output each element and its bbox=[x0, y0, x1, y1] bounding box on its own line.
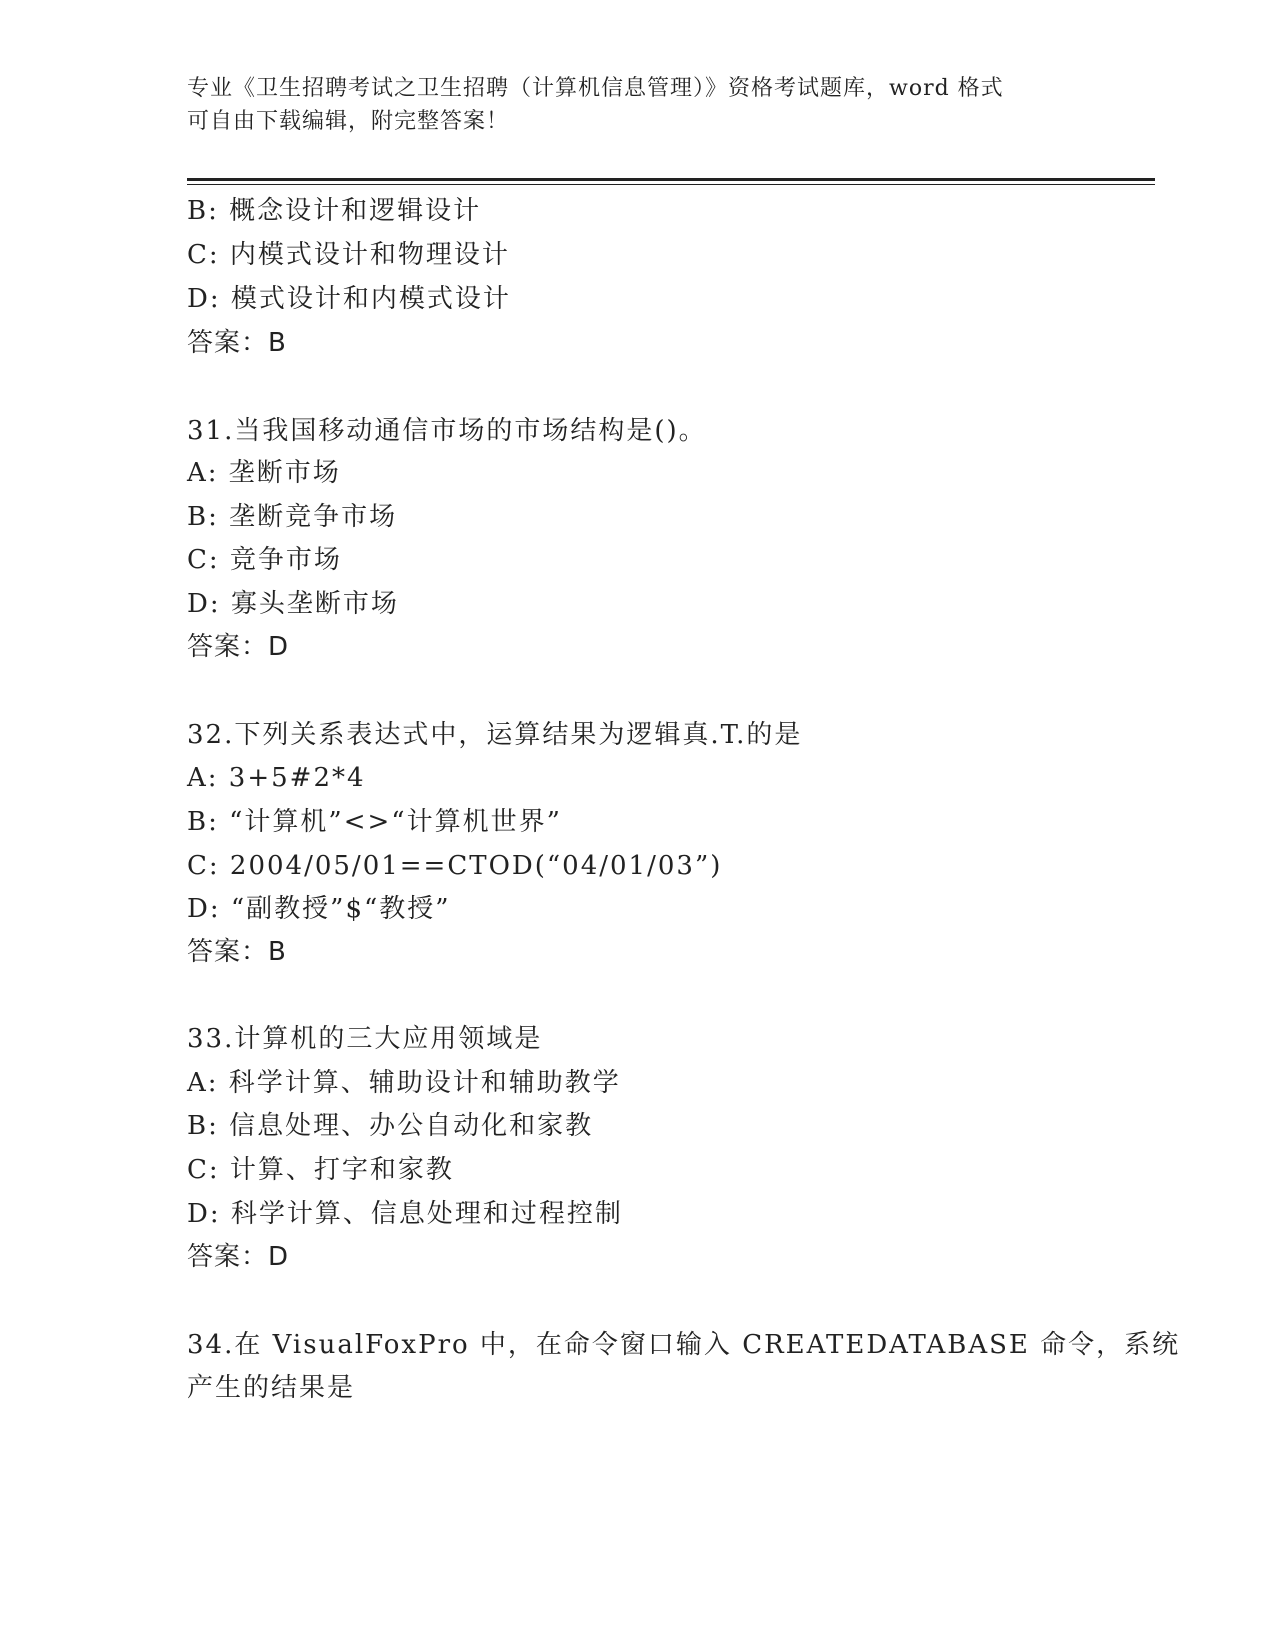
q32-answer: 答案：B bbox=[187, 937, 287, 967]
q31-option-b: B: 垄断竞争市场 bbox=[187, 502, 398, 532]
q30-option-b: B: 概念设计和逻辑设计 bbox=[187, 196, 482, 226]
header-divider-thick bbox=[187, 178, 1155, 181]
q31-option-d: D: 寡头垄断市场 bbox=[187, 589, 399, 619]
q32-option-b: B: “计算机”<>“计算机世界” bbox=[187, 807, 562, 837]
q32-option-d: D: “副教授”$“教授” bbox=[187, 894, 451, 924]
q31-question: 31.当我国移动通信市场的市场结构是()。 bbox=[187, 416, 707, 446]
q32-question: 32.下列关系表达式中，运算结果为逻辑真.T.的是 bbox=[187, 720, 803, 750]
q30-option-c: C: 内模式设计和物理设计 bbox=[187, 240, 510, 270]
document-header bbox=[187, 72, 1087, 138]
q33-option-c: C: 计算、打字和家教 bbox=[187, 1155, 454, 1185]
q32-option-c: C: 2004/05/01==CTOD(“04/01/03”) bbox=[187, 851, 723, 881]
q33-question: 33.计算机的三大应用领域是 bbox=[187, 1024, 543, 1054]
q32-option-a: A: 3+5#2*4 bbox=[187, 763, 366, 793]
q33-answer: 答案：D bbox=[187, 1242, 290, 1272]
q33-option-b: B: 信息处理、办公自动化和家教 bbox=[187, 1111, 594, 1141]
header-title-line-2: 可自由下载编辑，附完整答案！ bbox=[187, 109, 510, 134]
q31-option-c: C: 竞争市场 bbox=[187, 545, 342, 575]
q34-question-line-2: 产生的结果是 bbox=[187, 1373, 356, 1403]
header-title-line-1: 专业《卫生招聘考试之卫生招聘（计算机信息管理）》资格考试题库，word 格式 bbox=[187, 76, 1004, 101]
q30-answer: 答案：B bbox=[187, 328, 287, 358]
q30-option-d: D: 模式设计和内模式设计 bbox=[187, 284, 511, 314]
q34-question-line-1: 34.在 VisualFoxPro 中，在命令窗口输入 CREATEDATABASE 命令，系统 bbox=[187, 1330, 1181, 1360]
q33-option-a: A: 科学计算、辅助设计和辅助教学 bbox=[187, 1068, 621, 1098]
q31-option-a: A: 垄断市场 bbox=[187, 458, 341, 488]
q33-option-d: D: 科学计算、信息处理和过程控制 bbox=[187, 1199, 623, 1229]
header-divider-thin bbox=[187, 184, 1155, 185]
q31-answer: 答案：D bbox=[187, 632, 290, 662]
